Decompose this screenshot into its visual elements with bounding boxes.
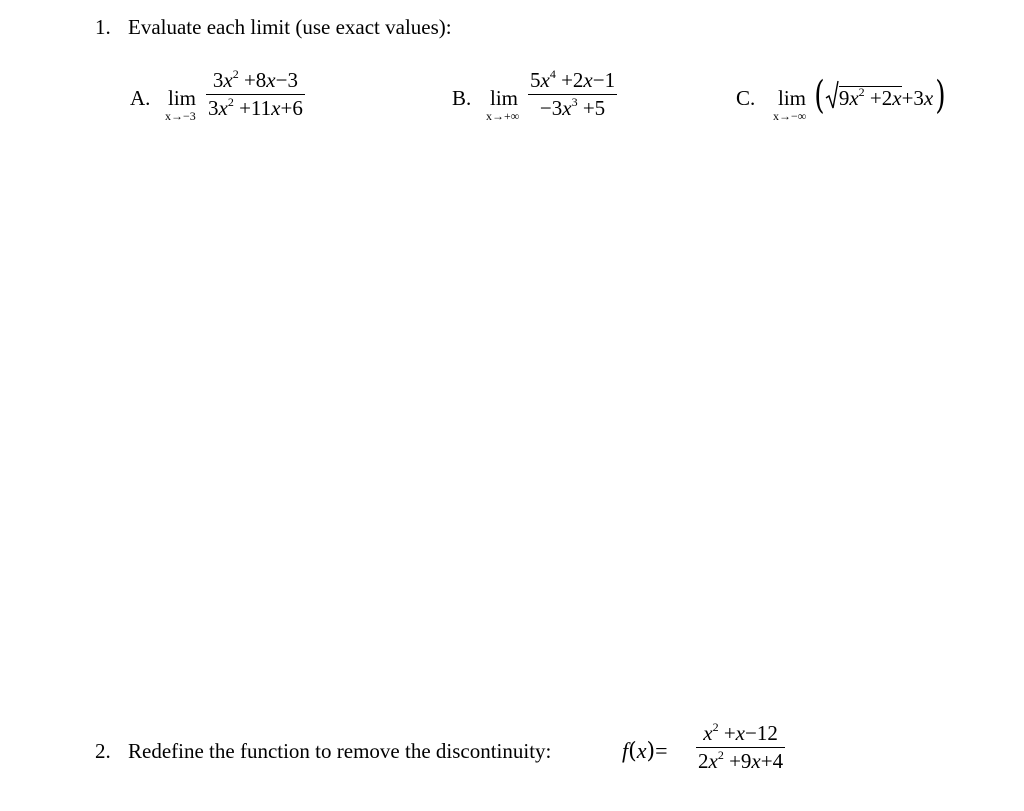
part-a-letter: A. — [130, 86, 151, 110]
problem-1-prompt: Evaluate each limit (use exact values): — [128, 15, 452, 39]
part-c-approach: x→−∞ — [773, 109, 807, 123]
problem-2-denominator: $2x^2 +9x+4$ — [698, 748, 784, 774]
problem-2-fraction — [696, 720, 785, 774]
left-paren: ( — [814, 73, 825, 117]
part-b-letter: B. — [452, 86, 472, 110]
part-b-approach: x→+∞ — [486, 109, 520, 123]
part-c-expression — [812, 73, 948, 117]
part-c-lim: lim — [778, 86, 807, 110]
problem-2-prompt: Redefine the function to remove the discontinuity: — [128, 739, 552, 763]
part-a-numerator: $3x^2 +8x-3$ — [212, 67, 298, 92]
problem-2-function-label: f(x)= — [622, 738, 668, 764]
part-b-numerator: $5x^4 +2x-1$ — [530, 67, 616, 92]
problem-2-number: 2. — [95, 739, 111, 763]
part-a-lim: lim — [168, 86, 197, 110]
part-c-tail: +3x — [901, 85, 934, 110]
part-c-letter: C. — [736, 86, 756, 110]
problem-1-number: 1. — [95, 15, 111, 39]
part-c-radicand: $9x^2 +2x$ — [838, 84, 902, 110]
part-b-lim: lim — [490, 86, 519, 110]
part-b-fraction — [528, 67, 617, 121]
right-paren: ) — [935, 73, 946, 117]
part-b-denominator: $-3x^3 +5$ — [539, 95, 606, 121]
part-a-denominator: $3x^2 +11x+6$ — [208, 95, 303, 121]
part-a-fraction — [206, 67, 305, 121]
problem-2-numerator: $x^2 +x-12$ — [703, 720, 778, 745]
part-a-approach: x→−3 — [165, 109, 196, 123]
radical-sign-icon — [825, 80, 839, 110]
